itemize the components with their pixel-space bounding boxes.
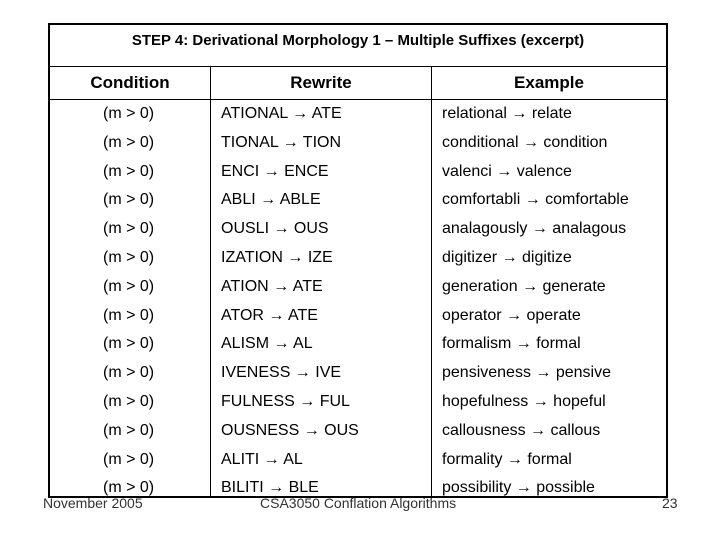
rewrite-cell: BILITI → BLE [221,479,319,497]
rewrite-cell: OUSLI → OUS [221,220,329,238]
condition-cell: (m > 0) [103,421,155,439]
example-cell: hopefulness → hopeful [442,393,606,410]
rewrite-cell: ATIONAL → ATE [221,105,342,122]
table-row [0,303,720,332]
rewrite-cell: FULNESS → FUL [221,393,350,410]
rewrite-cell: ATION → ATE [221,277,323,295]
example-cell: relational → relate [442,105,572,122]
example-cell: formality → formal [442,450,572,468]
condition-cell: (m > 0) [103,479,155,497]
condition-cell: (m > 0) [103,364,155,382]
table-row [0,159,720,188]
condition-cell: (m > 0) [103,162,155,180]
header-divider [48,99,668,100]
example-cell: callousness → callous [442,421,601,439]
rewrite-cell: ATOR → ATE [221,306,318,324]
rewrite-cell: IVENESS → IVE [221,364,342,382]
condition-cell: (m > 0) [103,105,155,122]
example-cell: comfortabli → comfortable [442,191,629,209]
rewrite-cell: TIONAL → TION [221,133,342,151]
condition-cell: (m > 0) [103,335,155,353]
table-title: STEP 4: Derivational Morphology 1 – Multiple Suffixes (excerpt) [131,32,585,49]
example-cell: conditional → condition [442,133,608,151]
rewrite-cell: ENCI → ENCE [221,162,329,180]
footer-date: November 2005 [43,495,143,511]
table-row [0,274,720,303]
table-row [0,331,720,360]
example-cell: pensiveness → pensive [442,364,611,382]
condition-cell: (m > 0) [103,277,155,295]
rewrite-cell: OUSNESS → OUS [221,421,359,439]
condition-cell: (m > 0) [103,191,155,209]
table-row [0,245,720,274]
table-row [0,418,720,447]
example-cell: digitizer → digitize [442,249,572,266]
table-row [0,216,720,245]
footer-page-number: 23 [662,495,678,511]
example-cell: formalism → formal [442,335,581,353]
header-condition: Condition [90,73,170,92]
condition-cell: (m > 0) [103,306,155,324]
rewrite-cell: ALITI → AL [221,450,303,468]
example-cell: generation → generate [442,277,606,295]
table-row [0,187,720,216]
header-example: Example [514,73,584,92]
condition-cell: (m > 0) [103,133,155,151]
rewrite-cell: IZATION → IZE [221,249,333,266]
example-cell: operator → operate [442,306,581,324]
table-row [0,389,720,418]
table-row [0,130,720,159]
condition-cell: (m > 0) [103,249,155,266]
title-divider [48,66,668,67]
condition-cell: (m > 0) [103,393,155,410]
footer-course: CSA3050 Conflation Algorithms [260,495,457,511]
header-rewrite: Rewrite [290,73,352,92]
example-cell: possibility → possible [442,479,595,497]
rewrite-cell: ALISM → AL [221,335,313,353]
condition-cell: (m > 0) [103,220,155,238]
example-cell: analagously → analagous [442,220,627,238]
condition-cell: (m > 0) [103,450,155,468]
table-row [0,101,720,130]
table-row [0,360,720,389]
example-cell: valenci → valence [442,162,572,180]
rewrite-cell: ABLI → ABLE [221,191,321,209]
table-row [0,447,720,476]
